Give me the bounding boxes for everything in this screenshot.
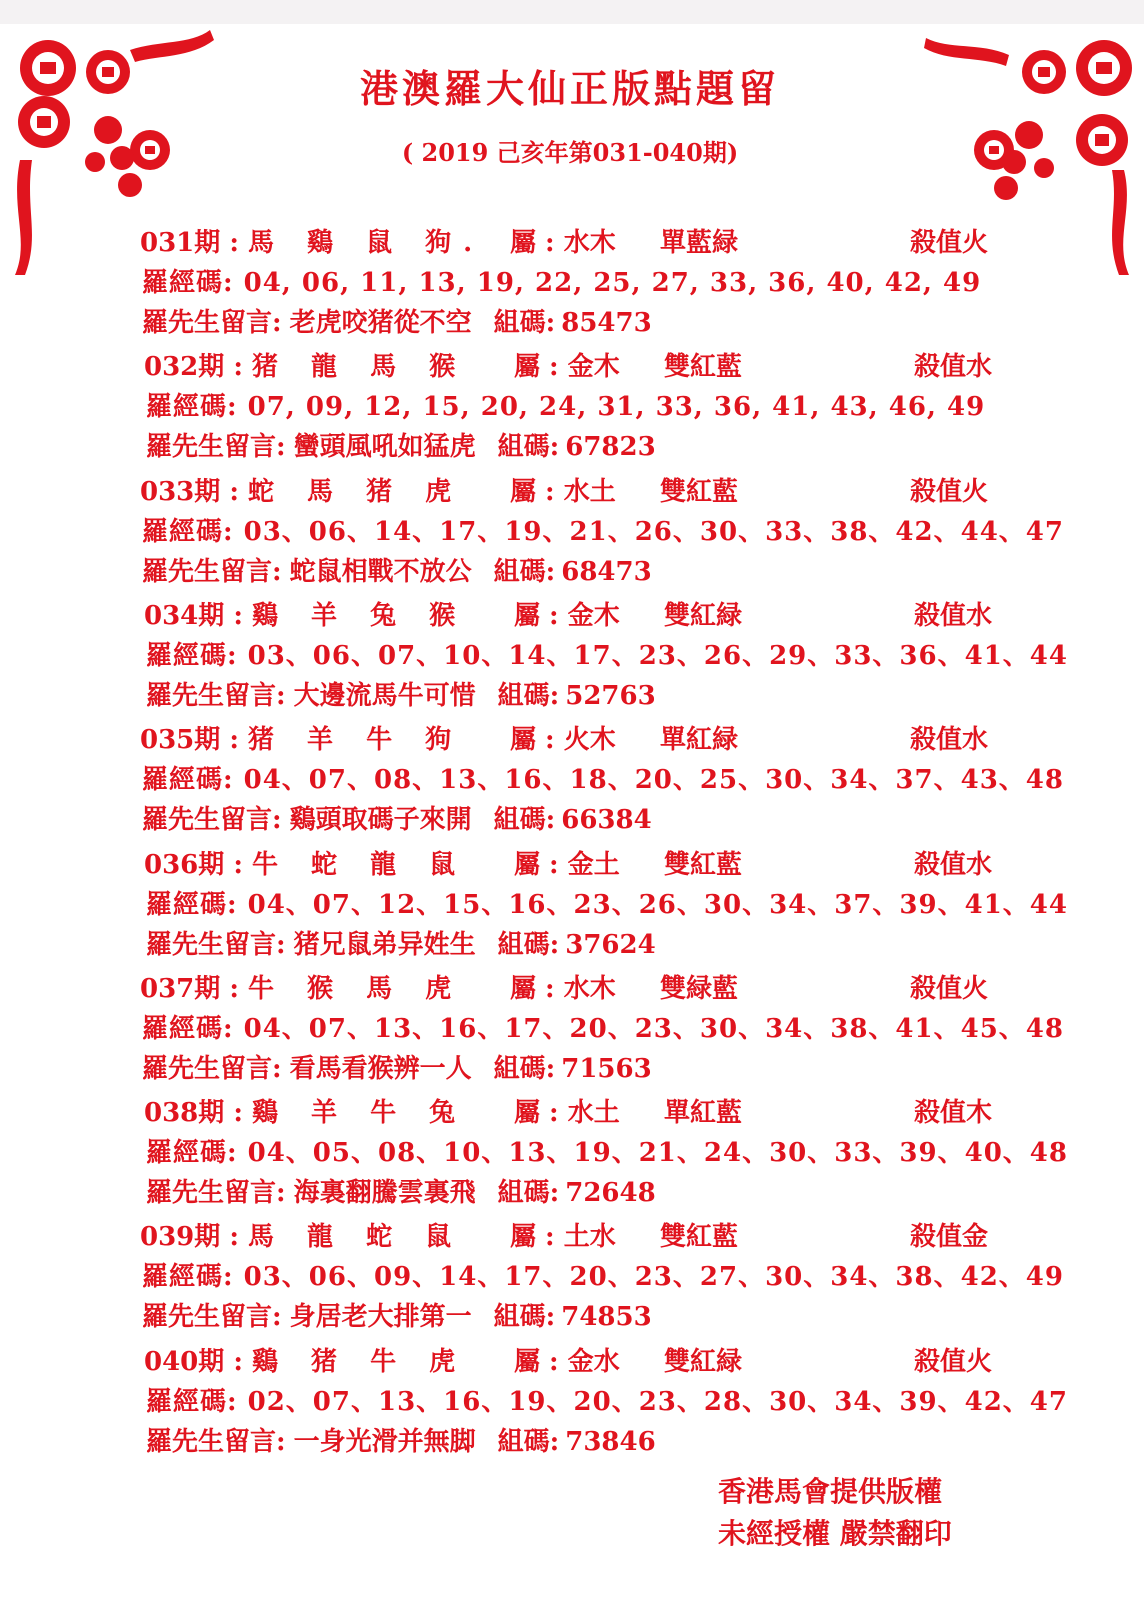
entry-color: 雙紅藍	[664, 850, 743, 880]
entry-header-row	[144, 1092, 1144, 1126]
entry-kill-element: 殺值金	[910, 1222, 989, 1252]
codes-value: 03、06、14、17、19、21、26、30、33、38、42、44、47	[243, 517, 1064, 547]
entry-message-line	[142, 1296, 652, 1333]
entry-header-row	[140, 719, 1144, 753]
message-label: 羅先生留言:	[146, 1427, 286, 1457]
footer-copyright: 香港馬會提供版權	[718, 1475, 943, 1508]
entry-header-row	[144, 595, 1144, 629]
entry-kill-element: 殺值火	[910, 477, 989, 507]
message-label: 羅先生留言:	[142, 308, 282, 338]
entry-header-row	[140, 968, 1144, 1002]
group-value: 72648	[565, 1178, 656, 1208]
codes-value: 02、07、13、16、19、20、23、28、30、34、39、42、47	[247, 1387, 1068, 1417]
message-label: 羅先生留言:	[146, 1178, 286, 1208]
entry-period: 039期 :	[140, 1222, 239, 1252]
entry-color: 雙紅藍	[660, 1222, 739, 1252]
entry-color: 單紅藍	[664, 1098, 743, 1128]
codes-label: 羅經碼:	[142, 765, 234, 795]
codes-value: 07, 09, 12, 15, 20, 24, 31, 33, 36, 41, 43, 46, 49	[247, 392, 986, 422]
entry-kill-element: 殺值木	[914, 1098, 993, 1128]
entry-attribute: 屬 : 金木	[514, 601, 620, 631]
group-value: 66384	[561, 805, 652, 835]
entry-period: 034期 :	[144, 601, 243, 631]
codes-value: 04、05、08、10、13、19、21、24、30、33、39、40、48	[247, 1138, 1068, 1168]
entry-attribute: 屬 : 土水	[510, 1222, 616, 1252]
entry-color: 單紅緑	[660, 725, 739, 755]
entry-period: 037期 :	[140, 974, 239, 1004]
codes-label: 羅經碼:	[146, 641, 238, 671]
codes-label: 羅經碼:	[146, 1387, 238, 1417]
entry-period: 033期 :	[140, 477, 239, 507]
codes-value: 04、07、13、16、17、20、23、30、34、38、41、45、48	[243, 1014, 1064, 1044]
entry-codes-line	[142, 262, 981, 299]
entry-codes-line	[142, 1008, 1064, 1045]
group-label: 組碼:	[493, 308, 556, 338]
entry-zodiac: 牛 猴 馬 虎	[248, 974, 464, 1004]
entry-color: 雙緑藍	[660, 974, 739, 1004]
entry-zodiac: 猪 羊 牛 狗	[248, 725, 464, 755]
entry-zodiac: 馬 鷄 鼠 狗.	[248, 228, 485, 258]
codes-label: 羅經碼:	[142, 268, 234, 298]
entry-kill-element: 殺值水	[914, 352, 993, 382]
group-label: 組碼:	[493, 1302, 556, 1332]
entry-zodiac: 牛 蛇 龍 鼠	[252, 850, 468, 880]
message-value: 海裏翻騰雲裏飛	[293, 1178, 476, 1208]
entry-kill-element: 殺值火	[914, 1347, 993, 1377]
group-label: 組碼:	[497, 1178, 560, 1208]
page-subtitle: ( 2019 己亥年第031-040期)	[401, 138, 739, 167]
message-value: 蛇鼠相戰不放公	[289, 557, 472, 587]
entry-message-line	[142, 1048, 652, 1085]
codes-label: 羅經碼:	[142, 1014, 234, 1044]
entry-period: 038期 :	[144, 1098, 243, 1128]
message-value: 老虎咬猪從不空	[289, 308, 472, 338]
message-label: 羅先生留言:	[142, 1302, 282, 1332]
codes-label: 羅經碼:	[142, 1262, 234, 1292]
entry-header-row	[144, 844, 1144, 878]
entry-period: 040期 :	[144, 1347, 243, 1377]
page-title: 港澳羅大仙正版點題留	[359, 66, 780, 111]
entry-message-line	[142, 799, 652, 836]
entry-zodiac: 馬 龍 蛇 鼠	[248, 1222, 464, 1252]
message-value: 身居老大排第一	[289, 1302, 472, 1332]
group-label: 組碼:	[493, 1054, 556, 1084]
group-value: 71563	[561, 1054, 652, 1084]
entry-color: 雙紅藍	[664, 352, 743, 382]
entry-attribute: 屬 : 金木	[514, 352, 620, 382]
entry-codes-line	[146, 635, 1068, 672]
entry-period: 036期 :	[144, 850, 243, 880]
entry-message-line	[146, 426, 656, 463]
entry-color: 單藍緑	[660, 228, 739, 258]
entry-color: 雙紅藍	[660, 477, 739, 507]
entry-period: 032期 :	[144, 352, 243, 382]
entry-message-line	[142, 551, 652, 588]
message-label: 羅先生留言:	[142, 1054, 282, 1084]
entry-kill-element: 殺值水	[910, 725, 989, 755]
codes-value: 04、07、08、13、16、18、20、25、30、34、37、43、48	[243, 765, 1064, 795]
group-value: 52763	[565, 681, 656, 711]
footer-warning: 未經授權 嚴禁翻印	[718, 1517, 952, 1550]
entry-attribute: 屬 : 水土	[514, 1098, 620, 1128]
entry-attribute: 屬 : 水木	[510, 228, 616, 258]
entry-attribute: 屬 : 水土	[510, 477, 616, 507]
group-label: 組碼:	[497, 930, 560, 960]
group-label: 組碼:	[497, 1427, 560, 1457]
entry-zodiac: 猪 龍 馬 猴	[252, 352, 468, 382]
entry-codes-line	[142, 759, 1064, 796]
entry-header-row	[140, 471, 1144, 505]
entry-message-line	[142, 302, 652, 339]
message-label: 羅先生留言:	[142, 557, 282, 587]
message-value: 看馬看猴辨一人	[289, 1054, 472, 1084]
entry-codes-line	[146, 884, 1068, 921]
entry-zodiac: 鷄 羊 兔 猴	[252, 601, 468, 631]
entry-codes-line	[142, 511, 1064, 548]
entry-header-row	[140, 1216, 1144, 1250]
entry-attribute: 屬 : 火木	[510, 725, 616, 755]
codes-label: 羅經碼:	[146, 392, 238, 422]
message-label: 羅先生留言:	[142, 805, 282, 835]
message-label: 羅先生留言:	[146, 681, 286, 711]
entry-header-row	[144, 346, 1144, 380]
message-value: 鷄頭取碼子來開	[289, 805, 472, 835]
codes-value: 03、06、07、10、14、17、23、26、29、33、36、41、44	[247, 641, 1068, 671]
entry-codes-line	[146, 1132, 1068, 1169]
entry-kill-element: 殺值水	[914, 601, 993, 631]
entry-kill-element: 殺值火	[910, 228, 989, 258]
codes-label: 羅經碼:	[142, 517, 234, 547]
group-value: 74853	[561, 1302, 652, 1332]
entry-codes-line	[146, 1381, 1068, 1418]
entry-attribute: 屬 : 水木	[510, 974, 616, 1004]
message-label: 羅先生留言:	[146, 930, 286, 960]
entry-header-row	[140, 222, 1144, 256]
group-value: 73846	[565, 1427, 656, 1457]
group-value: 67823	[565, 432, 656, 462]
entry-message-line	[146, 675, 656, 712]
codes-value: 04、07、12、15、16、23、26、30、34、37、39、41、44	[247, 890, 1068, 920]
group-label: 組碼:	[497, 681, 560, 711]
message-value: 一身光滑并無脚	[293, 1427, 476, 1457]
message-value: 猪兄鼠弟异姓生	[293, 930, 476, 960]
entry-codes-line	[142, 1256, 1064, 1293]
group-label: 組碼:	[493, 557, 556, 587]
entry-color: 雙紅緑	[664, 1347, 743, 1377]
entry-kill-element: 殺值火	[910, 974, 989, 1004]
entry-zodiac: 鷄 猪 牛 虎	[252, 1347, 468, 1377]
group-value: 37624	[565, 930, 656, 960]
entry-zodiac: 鷄 羊 牛 兔	[252, 1098, 468, 1128]
entry-period: 031期 :	[140, 228, 239, 258]
entry-message-line	[146, 924, 656, 961]
entry-attribute: 屬 : 金水	[514, 1347, 620, 1377]
codes-value: 04, 06, 11, 13, 19, 22, 25, 27, 33, 36, 40, 42, 49	[243, 268, 982, 298]
entry-color: 雙紅緑	[664, 601, 743, 631]
group-label: 組碼:	[493, 805, 556, 835]
codes-label: 羅經碼:	[146, 1138, 238, 1168]
entry-zodiac: 蛇 馬 猪 虎	[248, 477, 464, 507]
group-value: 68473	[561, 557, 652, 587]
entry-kill-element: 殺值水	[914, 850, 993, 880]
message-label: 羅先生留言:	[146, 432, 286, 462]
entry-codes-line	[146, 386, 985, 423]
codes-value: 03、06、09、14、17、20、23、27、30、34、38、42、49	[243, 1262, 1064, 1292]
entry-period: 035期 :	[140, 725, 239, 755]
codes-label: 羅經碼:	[146, 890, 238, 920]
message-value: 蠻頭風吼如猛虎	[293, 432, 476, 462]
entry-attribute: 屬 : 金土	[514, 850, 620, 880]
entry-header-row	[144, 1341, 1144, 1375]
group-value: 85473	[561, 308, 652, 338]
group-label: 組碼:	[497, 432, 560, 462]
entry-message-line	[146, 1421, 656, 1458]
message-value: 大邊流馬牛可惜	[293, 681, 476, 711]
entry-message-line	[146, 1172, 656, 1209]
